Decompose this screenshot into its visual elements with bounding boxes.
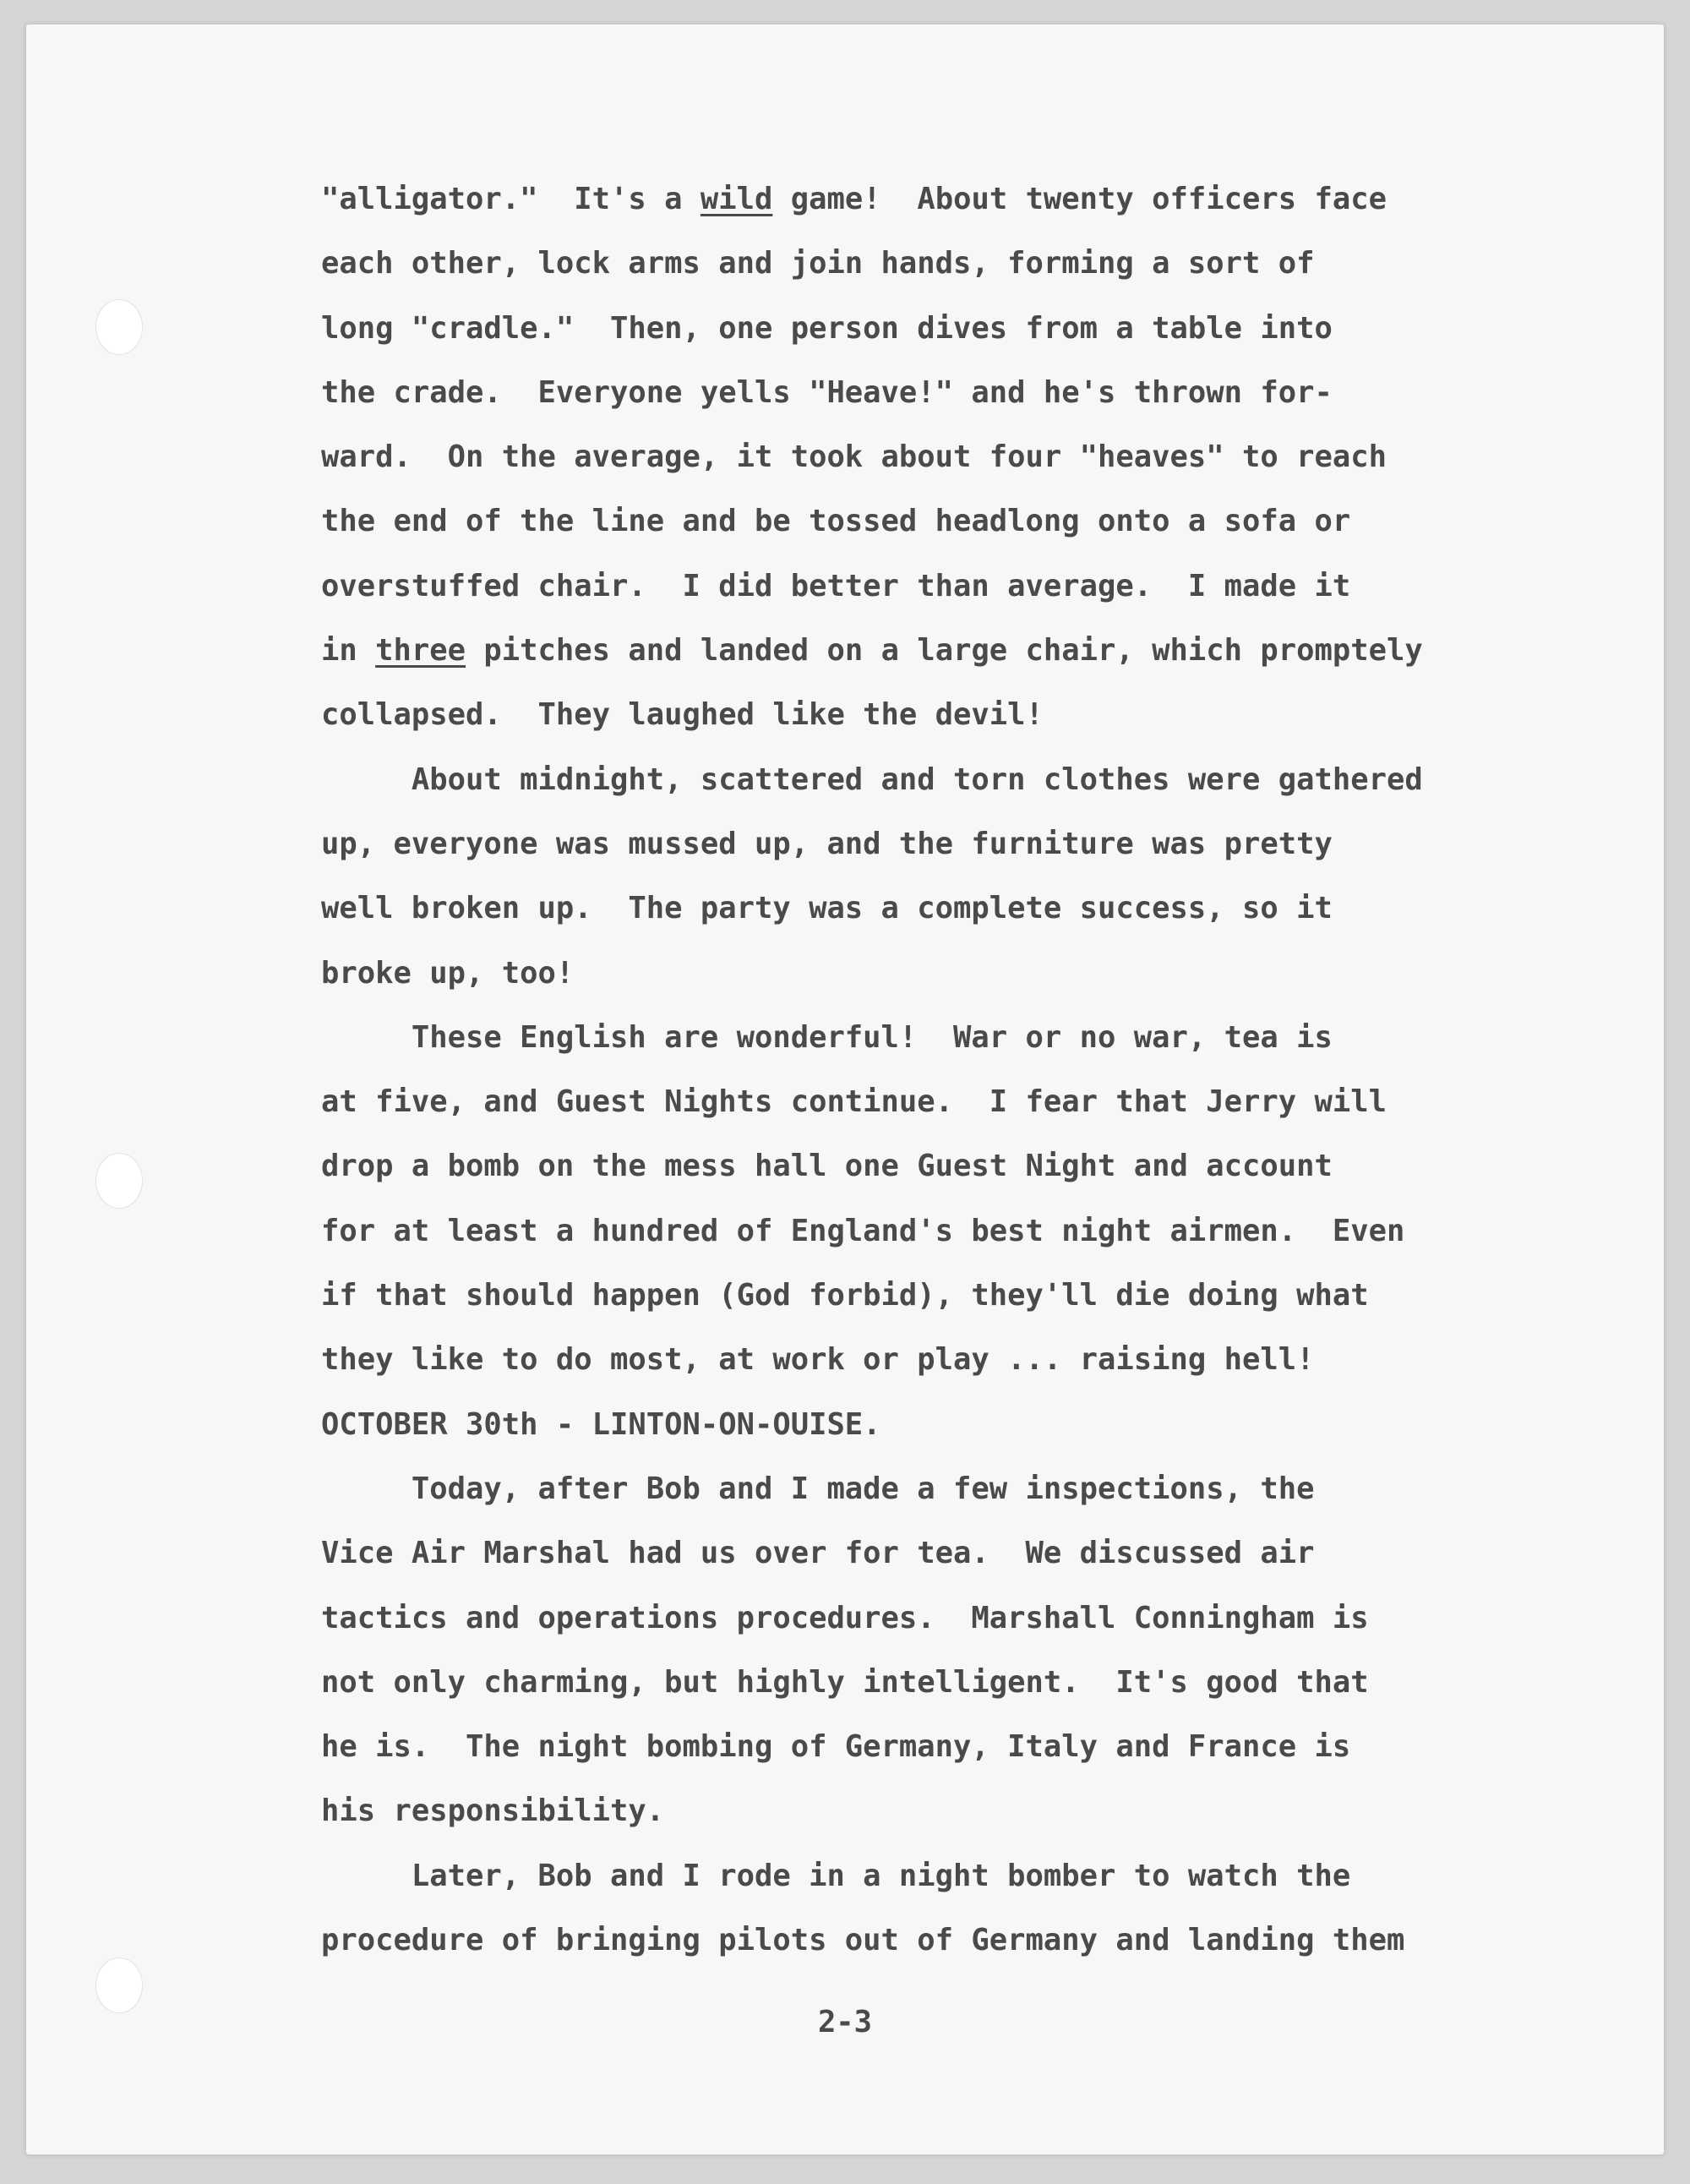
underlined-word: three — [375, 633, 466, 669]
text-line: well broken up. The party was a complete success, so it — [321, 891, 1333, 926]
typed-text-body — [321, 167, 1538, 1973]
text-line: for at least a hundred of England's best night airmen. Even — [321, 1213, 1405, 1248]
text-line: his responsibility. — [321, 1794, 665, 1829]
text-line: Later, Bob and I rode in a night bomber to watch the — [321, 1858, 1351, 1893]
text-line: Today, after Bob and I made a few inspections, the — [321, 1471, 1315, 1506]
text-line: each other, lock arms and join hands, forming a sort of — [321, 246, 1315, 281]
text-line: long "cradle." Then, one person dives from a table into — [321, 310, 1333, 346]
text-line: tactics and operations procedures. Marshall Conningham is — [321, 1600, 1369, 1635]
text-line: ward. On the average, it took about four "heaves" to reach — [321, 440, 1387, 475]
text-line: procedure of bringing pilots out of Germany and landing them — [321, 1923, 1405, 1958]
page-number: 2-3 — [817, 2005, 873, 2039]
text-line: up, everyone was mussed up, and the furniture was pretty — [321, 826, 1333, 861]
text-line: he is. The night bombing of Germany, Italy and France is — [321, 1729, 1351, 1765]
text-line: About midnight, scattered and torn clothes were gathered — [321, 762, 1423, 797]
text-line: drop a bomb on the mess hall one Guest Night and account — [321, 1149, 1333, 1184]
binder-hole — [95, 1153, 143, 1209]
text-line: at five, and Guest Nights continue. I fear that Jerry will — [321, 1084, 1387, 1120]
underlined-word: wild — [700, 182, 773, 216]
text-line: the crade. Everyone yells "Heave!" and he's thrown for- — [321, 374, 1333, 410]
binder-hole — [95, 299, 143, 355]
text-line: overstuffed chair. I did better than average. I made it — [321, 568, 1351, 603]
text-line: "alligator." It's a wild game! About twenty officers face — [321, 182, 1387, 216]
text-line: not only charming, but highly intelligent. It's good that — [321, 1664, 1369, 1700]
text-line: the end of the line and be tossed headlong onto a sofa or — [321, 504, 1351, 539]
section-heading: OCTOBER 30th - LINTON-ON-OUISE. — [321, 1406, 881, 1442]
text-line: if that should happen (God forbid), they'll die doing what — [321, 1278, 1369, 1313]
text-line: broke up, too! — [321, 955, 575, 991]
text-line: collapsed. They laughed like the devil! — [321, 697, 1044, 733]
text-line: Vice Air Marshal had us over for tea. We discussed air — [321, 1536, 1315, 1571]
text-line: in three pitches and landed on a large chair, which promptely — [321, 633, 1423, 669]
text-line: These English are wonderful! War or no war, tea is — [321, 1019, 1333, 1055]
text-line: they like to do most, at work or play ... raising hell! — [321, 1342, 1315, 1378]
